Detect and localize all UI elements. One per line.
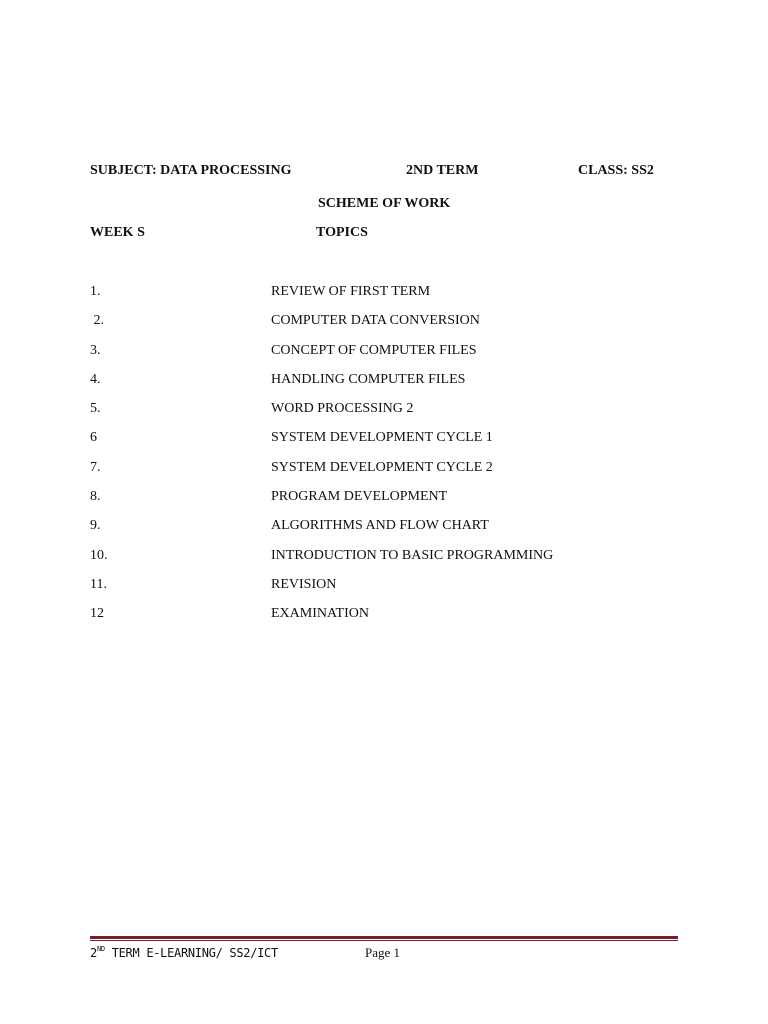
week-number: 6 [90, 430, 97, 446]
footer-rule-thin [90, 940, 678, 941]
topic-text: COMPUTER DATA CONVERSION [271, 313, 480, 329]
table-row [90, 518, 690, 547]
table-row [90, 460, 690, 489]
weeks-column-header: WEEK S [90, 225, 145, 240]
table-row [90, 372, 690, 401]
week-number: 2. [90, 313, 104, 329]
week-number: 4. [90, 371, 101, 387]
footer-course-text [90, 945, 278, 960]
class-label: CLASS: SS2 [578, 163, 654, 178]
topic-text: REVISION [271, 576, 337, 592]
week-number: 10. [90, 547, 108, 563]
scheme-table [90, 284, 690, 636]
week-number: 5. [90, 401, 101, 417]
table-row [90, 401, 690, 430]
topics-column-header: TOPICS [316, 225, 368, 240]
topic-text: CONCEPT OF COMPUTER FILES [271, 342, 477, 358]
table-row [90, 430, 690, 459]
table-row [90, 489, 690, 518]
table-row [90, 284, 690, 313]
week-number: 1. [90, 284, 101, 299]
week-number: 3. [90, 342, 101, 358]
table-row [90, 577, 690, 606]
week-number: 9. [90, 518, 101, 534]
table-row [90, 548, 690, 577]
topic-text: EXAMINATION [271, 606, 369, 622]
footer-rule [90, 936, 678, 942]
table-row [90, 606, 690, 635]
table-row [90, 313, 690, 342]
topic-text: REVIEW OF FIRST TERM [271, 284, 431, 299]
header-row [90, 163, 690, 183]
scheme-of-work-title: SCHEME OF WORK [318, 196, 451, 211]
subject-label: SUBJECT: DATA PROCESSING [90, 163, 292, 178]
topic-text: SYSTEM DEVELOPMENT CYCLE 1 [271, 430, 493, 446]
footer-page-number: Page 1 [365, 945, 401, 960]
table-row [90, 343, 690, 372]
footer-term-superscript: ND [96, 945, 105, 953]
topic-text: SYSTEM DEVELOPMENT CYCLE 2 [271, 459, 493, 475]
week-number: 11. [90, 576, 107, 592]
topic-text: WORD PROCESSING 2 [271, 401, 414, 417]
footer-term-number: 2 [90, 946, 97, 960]
week-number: 7. [90, 459, 101, 475]
topic-text: ALGORITHMS AND FLOW CHART [271, 518, 489, 534]
week-number: 8. [90, 489, 101, 505]
footer-rule-thick [90, 936, 678, 939]
week-number: 12 [90, 606, 104, 622]
topic-text: INTRODUCTION TO BASIC PROGRAMMING [271, 547, 554, 563]
term-label: 2ND TERM [406, 163, 479, 178]
topic-text: HANDLING COMPUTER FILES [271, 371, 466, 387]
topic-text: PROGRAM DEVELOPMENT [271, 489, 448, 505]
footer-course-label: TERM E-LEARNING/ SS2/ICT [104, 946, 278, 960]
